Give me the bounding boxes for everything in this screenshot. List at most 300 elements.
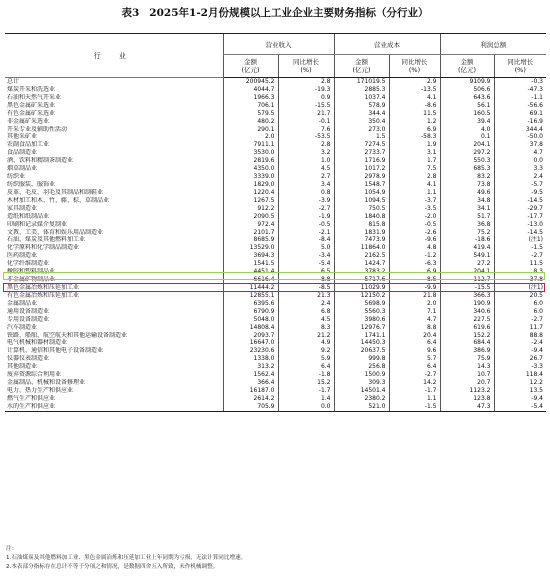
profit-amount-cell: 34.1	[440, 205, 494, 213]
revenue-amount-cell: 6395.6	[223, 300, 278, 308]
cost-yoy-cell: 1.1	[389, 189, 440, 197]
table-row	[5, 189, 546, 197]
table-row	[5, 102, 546, 110]
revenue-yoy-cell: 9.2	[278, 347, 334, 355]
revenue-yoy-cell: -0.5	[278, 221, 334, 229]
revenue-yoy-cell: -19.3	[278, 86, 334, 94]
revenue-yoy-cell: -2.7	[278, 205, 334, 213]
cost-yoy-cell: -6.3	[389, 260, 440, 268]
cost-yoy-cell: -1.2	[389, 252, 440, 260]
revenue-yoy-cell: 21.3	[278, 292, 334, 300]
profit-yoy-cell: -50.0	[494, 133, 546, 141]
cost-amount-cell: 2978.9	[334, 173, 389, 181]
profit-amount-cell: 14.3	[440, 363, 494, 371]
table-number: 表3	[121, 7, 140, 19]
revenue-amount-cell: 2090.5	[223, 213, 278, 221]
profit-amount-cell: 152.2	[440, 332, 494, 340]
cost-amount-cell: 1037.4	[334, 94, 389, 102]
revenue-yoy-cell: 4.5	[278, 165, 334, 173]
revenue-yoy-cell: 2.7	[278, 173, 334, 181]
revenue-yoy-cell: 7.6	[278, 126, 334, 134]
cost-yoy-cell: -13.5	[389, 86, 440, 94]
revenue-yoy-cell: -0.1	[278, 118, 334, 126]
cost-yoy-cell: 6.9	[389, 126, 440, 134]
footnotes	[6, 545, 546, 572]
revenue-yoy-cell: -1.7	[278, 387, 334, 395]
table-row	[5, 173, 546, 181]
table-row	[5, 78, 546, 86]
industry-name-cell: 有色金属矿采选业	[7, 109, 56, 117]
table-row	[5, 86, 546, 94]
profit-yoy-cell: 8.3	[494, 268, 546, 276]
cost-yoy-cell: 20.4	[389, 332, 440, 340]
table-row	[5, 300, 546, 308]
cost-amount-cell: 5560.3	[334, 308, 389, 316]
table-row	[5, 395, 546, 403]
cost-yoy-cell: -58.3	[389, 133, 440, 141]
profit-yoy-cell: 20.5	[494, 292, 546, 300]
industry-name-cell: 其他采矿业	[7, 133, 38, 141]
profit-yoy-cell: -17.7	[494, 213, 546, 221]
profit-yoy-cell: -37.8	[494, 276, 546, 284]
revenue-yoy-cell: 6.4	[278, 363, 334, 371]
industry-name-cell: 造纸和纸制品业	[7, 212, 50, 220]
cost-yoy-cell: 4.1	[389, 181, 440, 189]
industry-name-cell: 医药制造业	[7, 252, 38, 260]
revenue-yoy-cell: 4.5	[278, 316, 334, 324]
table-title-text: 2025年1-2月份规模以上工业企业主要财务指标（分行业）	[149, 7, 429, 19]
revenue-amount-cell: 1829.0	[223, 181, 278, 189]
cost-amount-cell: 521.0	[334, 403, 389, 411]
cost-yoy-cell: -0.5	[389, 221, 440, 229]
profit-yoy-cell: -5.4	[494, 403, 546, 411]
industry-name-cell: 黑色金属冶炼和压延加工业	[7, 283, 80, 291]
revenue-amount-cell: 1338.0	[223, 355, 278, 363]
cost-yoy-cell: 6.4	[389, 363, 440, 371]
revenue-amount-cell: 11444.2	[223, 284, 278, 292]
profit-yoy-cell: -2.7	[494, 252, 546, 260]
revenue-yoy-cell: 5.0	[278, 244, 334, 252]
table-row	[5, 205, 546, 213]
profit-amount-cell: 619.6	[440, 324, 494, 332]
revenue-amount-cell: 2819.6	[223, 157, 278, 165]
profit-yoy-cell: 0.0	[494, 157, 546, 165]
cost-yoy-cell: -2.0	[389, 213, 440, 221]
table-row	[5, 403, 546, 411]
revenue-amount-cell: 12855.1	[223, 292, 278, 300]
revenue-amount-cell: 3694.3	[223, 252, 278, 260]
table-row	[5, 229, 546, 237]
revenue-amount-cell: 3530.0	[223, 149, 278, 157]
profit-yoy-cell: 11.7	[494, 324, 546, 332]
revenue-yoy-cell: 6.8	[278, 308, 334, 316]
profit-amount-cell: 1123.2	[440, 387, 494, 395]
revenue-yoy-cell: 1.0	[278, 157, 334, 165]
profit-yoy-cell: 11.5	[494, 260, 546, 268]
revenue-yoy-cell: 3.4	[278, 181, 334, 189]
table-row	[5, 118, 546, 126]
table-row	[5, 292, 546, 300]
cost-yoy-cell: -9.6	[389, 236, 440, 244]
table-row	[5, 133, 546, 141]
revenue-yoy-cell: -15.5	[278, 102, 334, 110]
industry-name-cell: 化学原料和化学制品制造业	[7, 244, 80, 252]
table-row	[5, 379, 546, 387]
revenue-amount-cell: 2101.7	[223, 229, 278, 237]
revenue-amount-cell: 4044.7	[223, 86, 278, 94]
revenue-yoy-cell: -8.5	[278, 284, 334, 292]
profit-yoy-cell: -9.4	[494, 347, 546, 355]
industry-name-cell: 仪器仪表制造业	[7, 355, 50, 363]
cost-yoy-cell: 1.2	[389, 118, 440, 126]
revenue-yoy-cell: 2.8	[278, 78, 334, 86]
profit-yoy-cell: 6.0	[494, 308, 546, 316]
profit-amount-cell: 27.2	[440, 260, 494, 268]
profit-header: 利润总额	[440, 34, 546, 55]
industry-name-cell: 皮革、毛皮、羽毛及其制品和制鞋业	[7, 188, 104, 196]
revenue-yoy-cell: -2.1	[278, 229, 334, 237]
cost-amount-cell: 2733.7	[334, 149, 389, 157]
cost-amount-cell: 11864.0	[334, 244, 389, 252]
revenue-yoy-cell: -3.4	[278, 252, 334, 260]
amount-subheader: 金额 (亿元)	[440, 55, 494, 78]
revenue-amount-cell: 2093.7	[223, 332, 278, 340]
revenue-amount-cell: 480.2	[223, 118, 278, 126]
table-row	[5, 387, 546, 395]
table-row	[5, 332, 546, 340]
cost-yoy-cell: -8.6	[389, 102, 440, 110]
profit-yoy-cell: -1.5	[494, 244, 546, 252]
revenue-amount-cell: 972.4	[223, 221, 278, 229]
cost-yoy-cell: 21.8	[389, 292, 440, 300]
profit-yoy-cell: 13.5	[494, 387, 546, 395]
industry-name-cell: 非金属矿采选业	[7, 117, 50, 125]
industry-name-cell: 烟草制品业	[7, 165, 38, 173]
revenue-amount-cell: 16187.0	[223, 387, 278, 395]
table-row	[5, 355, 546, 363]
profit-yoy-cell: -47.3	[494, 86, 546, 94]
cost-yoy-cell: 6.9	[389, 268, 440, 276]
cost-yoy-cell: 9.6	[389, 347, 440, 355]
table-row	[5, 181, 546, 189]
revenue-amount-cell: 1220.4	[223, 189, 278, 197]
profit-amount-cell: 419.4	[440, 244, 494, 252]
cost-yoy-cell: 8.8	[389, 324, 440, 332]
industry-name-cell: 橡胶和塑料制品业	[7, 268, 56, 276]
profit-amount-cell: 549.1	[440, 252, 494, 260]
yoy-subheader: 同比增长 (%)	[389, 55, 440, 78]
revenue-amount-cell: 912.2	[223, 205, 278, 213]
profit-amount-cell: 56.1	[440, 102, 494, 110]
cost-amount-cell: 20637.5	[334, 347, 389, 355]
industry-name-cell: 金属制品、机械和设备修理业	[7, 379, 86, 387]
industry-name-cell: 家具制造业	[7, 204, 38, 212]
revenue-yoy-cell: 1.4	[278, 395, 334, 403]
cost-yoy-cell: -2.7	[389, 371, 440, 379]
revenue-yoy-cell: -3.9	[278, 197, 334, 205]
profit-amount-cell: 20.7	[440, 379, 494, 387]
profit-yoy-cell: 88.8	[494, 332, 546, 340]
cost-yoy-cell: -2.6	[389, 229, 440, 237]
footnote-2: 2.本表部分指标存在总计不等于分项之和情况，是数据四舍五入所致，未作机械调整。	[6, 564, 219, 570]
industry-name-cell: 通用设备制造业	[7, 307, 50, 315]
industry-name-cell: 石油、煤炭及其他燃料加工业	[7, 236, 86, 244]
profit-yoy-cell: 4.7	[494, 149, 546, 157]
industry-name-cell: 化学纤维制造业	[7, 260, 50, 268]
cost-yoy-cell: 7.1	[389, 308, 440, 316]
profit-amount-cell: 51.7	[440, 213, 494, 221]
table-row	[5, 157, 546, 165]
revenue-amount-cell: 23230.6	[223, 347, 278, 355]
revenue-amount-cell: 366.4	[223, 379, 278, 387]
revenue-yoy-cell: 0.9	[278, 94, 334, 102]
revenue-yoy-cell: -53.5	[278, 133, 334, 141]
revenue-amount-cell: 2614.2	[223, 395, 278, 403]
profit-amount-cell: 83.2	[440, 173, 494, 181]
revenue-amount-cell: 1966.3	[223, 94, 278, 102]
profit-yoy-cell: 12.2	[494, 379, 546, 387]
cost-amount-cell: 344.4	[334, 110, 389, 118]
profit-amount-cell: 366.3	[440, 292, 494, 300]
cost-amount-cell: 1840.8	[334, 213, 389, 221]
cost-amount-cell: 273.0	[334, 126, 389, 134]
profit-yoy-cell: -3.3	[494, 363, 546, 371]
profit-yoy-cell: -9.4	[494, 395, 546, 403]
profit-amount-cell: 75.9	[440, 355, 494, 363]
profit-yoy-cell: -9.5	[494, 189, 546, 197]
cost-amount-cell: 5717.6	[334, 276, 389, 284]
financial-indicators-table	[5, 33, 546, 412]
revenue-yoy-cell: -8.4	[278, 236, 334, 244]
revenue-yoy-cell: 4.9	[278, 339, 334, 347]
cost-amount-cell: 14501.4	[334, 387, 389, 395]
industry-name-cell: 废弃资源综合利用业	[7, 371, 62, 379]
profit-amount-cell: 49.6	[440, 189, 494, 197]
industry-header: 行 业	[5, 34, 223, 78]
cost-yoy-cell: -8.5	[389, 276, 440, 284]
cost-amount-cell: 1500.9	[334, 371, 389, 379]
profit-amount-cell: 227.5	[440, 316, 494, 324]
cost-amount-cell: 3980.6	[334, 316, 389, 324]
cost-yoy-cell: 7.5	[389, 165, 440, 173]
footnote-head: 注：	[6, 546, 18, 552]
table-row	[5, 260, 546, 268]
cost-yoy-cell: -3.7	[389, 197, 440, 205]
cost-amount-cell: 12150.2	[334, 292, 389, 300]
profit-yoy-cell: 26.7	[494, 355, 546, 363]
profit-amount-cell: 204.1	[440, 268, 494, 276]
revenue-amount-cell: 1541.5	[223, 260, 278, 268]
cost-amount-cell: 309.3	[334, 379, 389, 387]
cost-amount-cell: 1.5	[334, 133, 389, 141]
profit-yoy-cell: -29.7	[494, 205, 546, 213]
cost-yoy-cell: 14.2	[389, 379, 440, 387]
cost-yoy-cell: 1.9	[389, 141, 440, 149]
table-row	[5, 316, 546, 324]
industry-name-cell: 文教、工美、体育和娱乐用品制造业	[7, 228, 104, 236]
profit-amount-cell: 0.1	[440, 133, 494, 141]
table-row	[5, 213, 546, 221]
table-title	[0, 5, 550, 20]
cost-amount-cell: 1548.7	[334, 181, 389, 189]
revenue-yoy-cell: 0.8	[278, 189, 334, 197]
cost-amount-cell: 3783.2	[334, 268, 389, 276]
revenue-yoy-cell: 21.7	[278, 110, 334, 118]
revenue-header: 营业收入	[223, 34, 334, 55]
revenue-amount-cell: 6790.9	[223, 308, 278, 316]
revenue-amount-cell: 8685.9	[223, 236, 278, 244]
cost-amount-cell: 14450.3	[334, 339, 389, 347]
profit-yoy-cell: 3.3	[494, 165, 546, 173]
industry-name-cell: 食品制造业	[7, 149, 38, 157]
cost-yoy-cell: 6.4	[389, 339, 440, 347]
revenue-yoy-cell: 3.2	[278, 149, 334, 157]
cost-amount-cell: 2380.2	[334, 395, 389, 403]
revenue-amount-cell: 13529.0	[223, 244, 278, 252]
profit-amount-cell: 9109.9	[440, 78, 494, 86]
cost-yoy-cell: 1.1	[389, 395, 440, 403]
cost-amount-cell: 350.4	[334, 118, 389, 126]
profit-amount-cell: 123.8	[440, 395, 494, 403]
profit-yoy-cell: -13.0	[494, 221, 546, 229]
highlight-box-red	[3, 283, 545, 292]
profit-amount-cell: 204.1	[440, 141, 494, 149]
revenue-amount-cell: 16647.0	[223, 339, 278, 347]
revenue-amount-cell: 313.2	[223, 363, 278, 371]
cost-amount-cell: 1424.7	[334, 260, 389, 268]
cost-amount-cell: 7274.5	[334, 141, 389, 149]
cost-amount-cell: 578.9	[334, 102, 389, 110]
industry-name-cell: 铁路、船舶、航空航天和其他运输设备制造业	[7, 331, 128, 339]
industry-name-cell: 黑色金属矿采选业	[7, 101, 56, 109]
revenue-amount-cell: 1562.4	[223, 371, 278, 379]
table-row	[5, 165, 546, 173]
profit-yoy-cell: (注1)	[494, 236, 546, 244]
cost-yoy-cell: 4.8	[389, 244, 440, 252]
profit-yoy-cell: 6.0	[494, 300, 546, 308]
revenue-amount-cell: 579.5	[223, 110, 278, 118]
yoy-subheader: 同比增长 (%)	[494, 55, 546, 78]
profit-amount-cell: 340.6	[440, 308, 494, 316]
revenue-yoy-cell: 21.2	[278, 332, 334, 340]
profit-yoy-cell: 118.4	[494, 371, 546, 379]
industry-name-cell: 其他制造业	[7, 363, 38, 371]
cost-yoy-cell: 2.9	[389, 78, 440, 86]
cost-yoy-cell: 3.1	[389, 149, 440, 157]
profit-yoy-cell: -1.1	[494, 94, 546, 102]
profit-amount-cell: 160.5	[440, 110, 494, 118]
cost-amount-cell: 12976.7	[334, 324, 389, 332]
profit-amount-cell: 36.8	[440, 221, 494, 229]
amount-subheader: 金额 (亿元)	[334, 55, 389, 78]
cost-amount-cell: 1716.9	[334, 157, 389, 165]
revenue-amount-cell: 705.9	[223, 403, 278, 411]
profit-yoy-cell: -14.5	[494, 229, 546, 237]
revenue-amount-cell: 7911.1	[223, 141, 278, 149]
industry-name-cell: 总计	[7, 78, 20, 85]
cost-amount-cell: 1741.1	[334, 332, 389, 340]
industry-name-cell: 汽车制造业	[7, 323, 38, 331]
cost-amount-cell: 1017.2	[334, 165, 389, 173]
revenue-yoy-cell: 8.3	[278, 324, 334, 332]
industry-name-cell: 计算机、通信和其他电子设备制造业	[7, 347, 104, 355]
industry-name-cell: 纺织业	[7, 173, 26, 181]
cost-amount-cell: 999.8	[334, 355, 389, 363]
revenue-yoy-cell: -1.8	[278, 371, 334, 379]
revenue-yoy-cell: -1.9	[278, 213, 334, 221]
cost-amount-cell: 7473.9	[334, 236, 389, 244]
cost-yoy-cell: -9.9	[389, 284, 440, 292]
profit-yoy-cell: -14.5	[494, 197, 546, 205]
cost-header: 营业成本	[334, 34, 440, 55]
industry-name-cell: 石油和天然气开采业	[7, 93, 62, 101]
profit-amount-cell: 684.4	[440, 339, 494, 347]
amount-subheader: 金额 (亿元)	[223, 55, 278, 78]
cost-yoy-cell: 2.0	[389, 300, 440, 308]
cost-yoy-cell: 5.7	[389, 355, 440, 363]
cost-amount-cell: 11029.9	[334, 284, 389, 292]
cost-amount-cell: 256.8	[334, 363, 389, 371]
revenue-amount-cell: 1267.5	[223, 197, 278, 205]
revenue-yoy-cell: 0.0	[278, 403, 334, 411]
revenue-amount-cell: 706.1	[223, 102, 278, 110]
revenue-amount-cell: 4451.4	[223, 268, 278, 276]
profit-yoy-cell: 37.8	[494, 141, 546, 149]
table-row	[5, 197, 546, 205]
table-body	[5, 78, 546, 412]
table-row	[5, 126, 546, 134]
table-row	[5, 371, 546, 379]
profit-yoy-cell: 344.4	[494, 126, 546, 134]
cost-yoy-cell: 4.7	[389, 316, 440, 324]
profit-amount-cell: 550.3	[440, 157, 494, 165]
profit-amount-cell: 34.8	[440, 197, 494, 205]
profit-yoy-cell: 69.1	[494, 110, 546, 118]
revenue-amount-cell: 290.1	[223, 126, 278, 134]
table-row	[5, 339, 546, 347]
profit-amount-cell: 75.2	[440, 229, 494, 237]
footnote-1: 1.石油煤炭及其他燃料加工业、黑色金属冶炼和压延加工业上年同期为亏损，无法计算同比增速。	[6, 555, 247, 561]
revenue-yoy-cell: 6.5	[278, 268, 334, 276]
profit-yoy-cell: -56.6	[494, 102, 546, 110]
profit-amount-cell: 506.6	[440, 86, 494, 94]
profit-amount-cell: 386.9	[440, 347, 494, 355]
revenue-amount-cell: 4350.0	[223, 165, 278, 173]
revenue-yoy-cell: 2.8	[278, 141, 334, 149]
table-row	[5, 236, 546, 244]
industry-name-cell: 电气机械和器材制造业	[7, 339, 68, 347]
table-row	[5, 110, 546, 118]
revenue-amount-cell: 6616.4	[223, 276, 278, 284]
profit-amount-cell: 685.3	[440, 165, 494, 173]
cost-amount-cell: 2162.5	[334, 252, 389, 260]
revenue-yoy-cell: 5.9	[278, 355, 334, 363]
revenue-yoy-cell: -8.8	[278, 276, 334, 284]
cost-yoy-cell: -1.5	[389, 403, 440, 411]
profit-yoy-cell: -2.4	[494, 339, 546, 347]
profit-amount-cell: 4.0	[440, 126, 494, 134]
revenue-amount-cell: 2.0	[223, 133, 278, 141]
highlight-box-green	[3, 272, 545, 280]
table-row	[5, 94, 546, 102]
table-row	[5, 244, 546, 252]
revenue-yoy-cell: -5.4	[278, 260, 334, 268]
profit-amount-cell: 39.4	[440, 118, 494, 126]
profit-amount-cell: 643.6	[440, 94, 494, 102]
cost-yoy-cell: 4.1	[389, 94, 440, 102]
yoy-subheader: 同比增长 (%)	[278, 55, 334, 78]
industry-name-cell: 电力、热力生产和供应业	[7, 386, 74, 394]
